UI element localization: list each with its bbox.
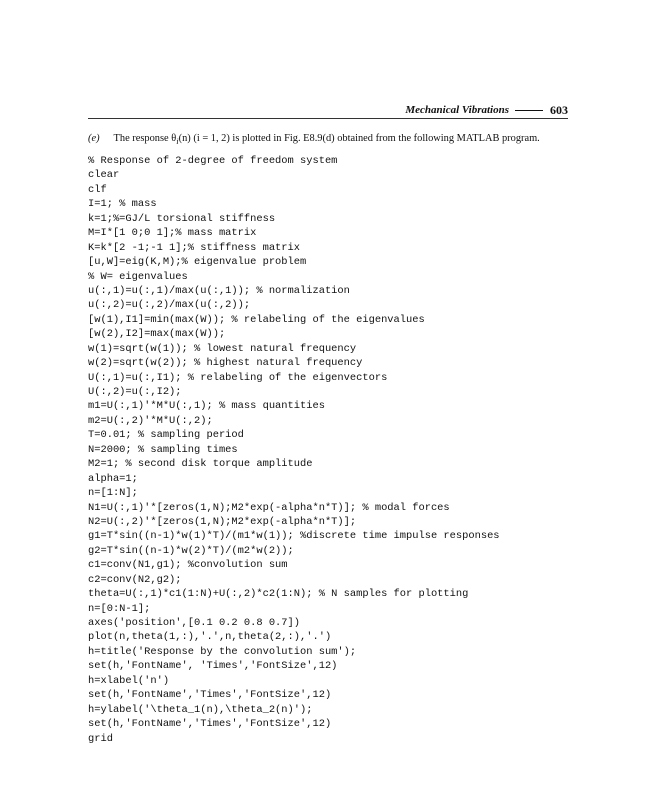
code-line: w(1)=sqrt(w(1)); % lowest natural frequency <box>88 342 357 355</box>
code-line: g1=T*sin((n-1)*w(1)*T)/(m1*w(1)); %discrete time impulse responses <box>88 530 500 543</box>
code-line: I=1; % mass <box>88 198 157 211</box>
code-line: h=xlabel('n') <box>88 674 170 687</box>
code-line: M=I*[1 0;0 1];% mass matrix <box>88 227 257 240</box>
code-line: u(:,2)=u(:,2)/max(u(:,2)); <box>88 299 251 312</box>
intro-text-after: is plotted in Fig. E8.9(d) obtained from the following MATLAB program. <box>229 133 540 144</box>
code-line: grid <box>88 732 113 745</box>
header-divider <box>88 118 568 119</box>
intro-text-paren: (n) <box>178 133 191 144</box>
running-header <box>0 100 568 120</box>
code-line: [w(1),I1]=min(max(W)); % relabeling of the eigenvalues <box>88 313 425 326</box>
item-label: (e) <box>88 133 100 144</box>
intro-text-before: The response θ <box>113 133 177 144</box>
header-rule <box>515 110 543 111</box>
code-line: U(:,2)=u(:,I2); <box>88 386 182 398</box>
code-line: N=2000; % sampling times <box>88 443 238 456</box>
code-line: theta=U(:,1)*c1(1:N)+U(:,2)*c2(1:N); % N samples for plotting <box>88 588 469 601</box>
code-line: w(2)=sqrt(w(2)); % highest natural frequency <box>88 357 363 370</box>
code-line: alpha=1; <box>88 472 138 485</box>
book-title: Mechanical Vibrations <box>405 104 509 116</box>
code-line: set(h,'FontName','Times','FontSize',12) <box>88 718 332 731</box>
code-line: clf <box>88 183 107 196</box>
code-line: n=[0:N-1]; <box>88 602 151 615</box>
code-line: g2=T*sin((n-1)*w(2)*T)/(m2*w(2)); <box>88 544 294 557</box>
code-line: clear <box>88 169 120 182</box>
code-line: set(h,'FontName','Times','FontSize',12) <box>88 689 332 702</box>
code-line: T=0.01; % sampling period <box>88 429 244 442</box>
code-line: N2=U(:,2)'*[zeros(1,N);M2*exp(-alpha*n*T)]; <box>88 515 357 528</box>
intro-condition: (i = 1, 2) <box>193 133 230 144</box>
code-line: c2=conv(N2,g2); <box>88 573 182 586</box>
code-line: [u,W]=eig(K,M);% eigenvalue problem <box>88 256 307 269</box>
code-line: [w(2),I2]=max(max(W)); <box>88 328 226 341</box>
code-line: n=[1:N]; <box>88 487 138 500</box>
code-line: h=title('Response by the convolution sum'); <box>88 645 357 658</box>
code-line: plot(n,theta(1,:),'.',n,theta(2,:),'.') <box>88 631 332 644</box>
code-line: h=ylabel('\theta_1(n),\theta_2(n)'); <box>88 703 313 716</box>
code-line: M2=1; % second disk torque amplitude <box>88 458 313 471</box>
code-line: % W= eigenvalues <box>88 270 188 283</box>
intro-paragraph <box>88 132 578 148</box>
code-line: m2=U(:,2)'*M*U(:,2); <box>88 414 213 427</box>
intro-subscript: i <box>176 136 179 147</box>
code-line: m1=U(:,1)'*M*U(:,1); % mass quantities <box>88 400 325 413</box>
page-number: 603 <box>550 102 568 117</box>
code-line: set(h,'FontName', 'Times','FontSize',12) <box>88 660 338 673</box>
code-line: N1=U(:,1)'*[zeros(1,N);M2*exp(-alpha*n*T)]; % modal forces <box>88 501 450 514</box>
code-line: K=k*[2 -1;-1 1];% stiffness matrix <box>88 241 301 254</box>
code-line: % Response of 2-degree of freedom system <box>88 155 338 167</box>
code-line: u(:,1)=u(:,1)/max(u(:,1)); % normalization <box>88 284 350 297</box>
code-line: c1=conv(N1,g1); %convolution sum <box>88 559 288 572</box>
matlab-code-listing <box>88 154 500 746</box>
code-line: U(:,1)=u(:,I1); % relabeling of the eigenvectors <box>88 371 388 384</box>
code-line: k=1;%=GJ/L torsional stiffness <box>88 212 276 225</box>
code-line: axes('position',[0.1 0.2 0.8 0.7]) <box>88 617 301 629</box>
